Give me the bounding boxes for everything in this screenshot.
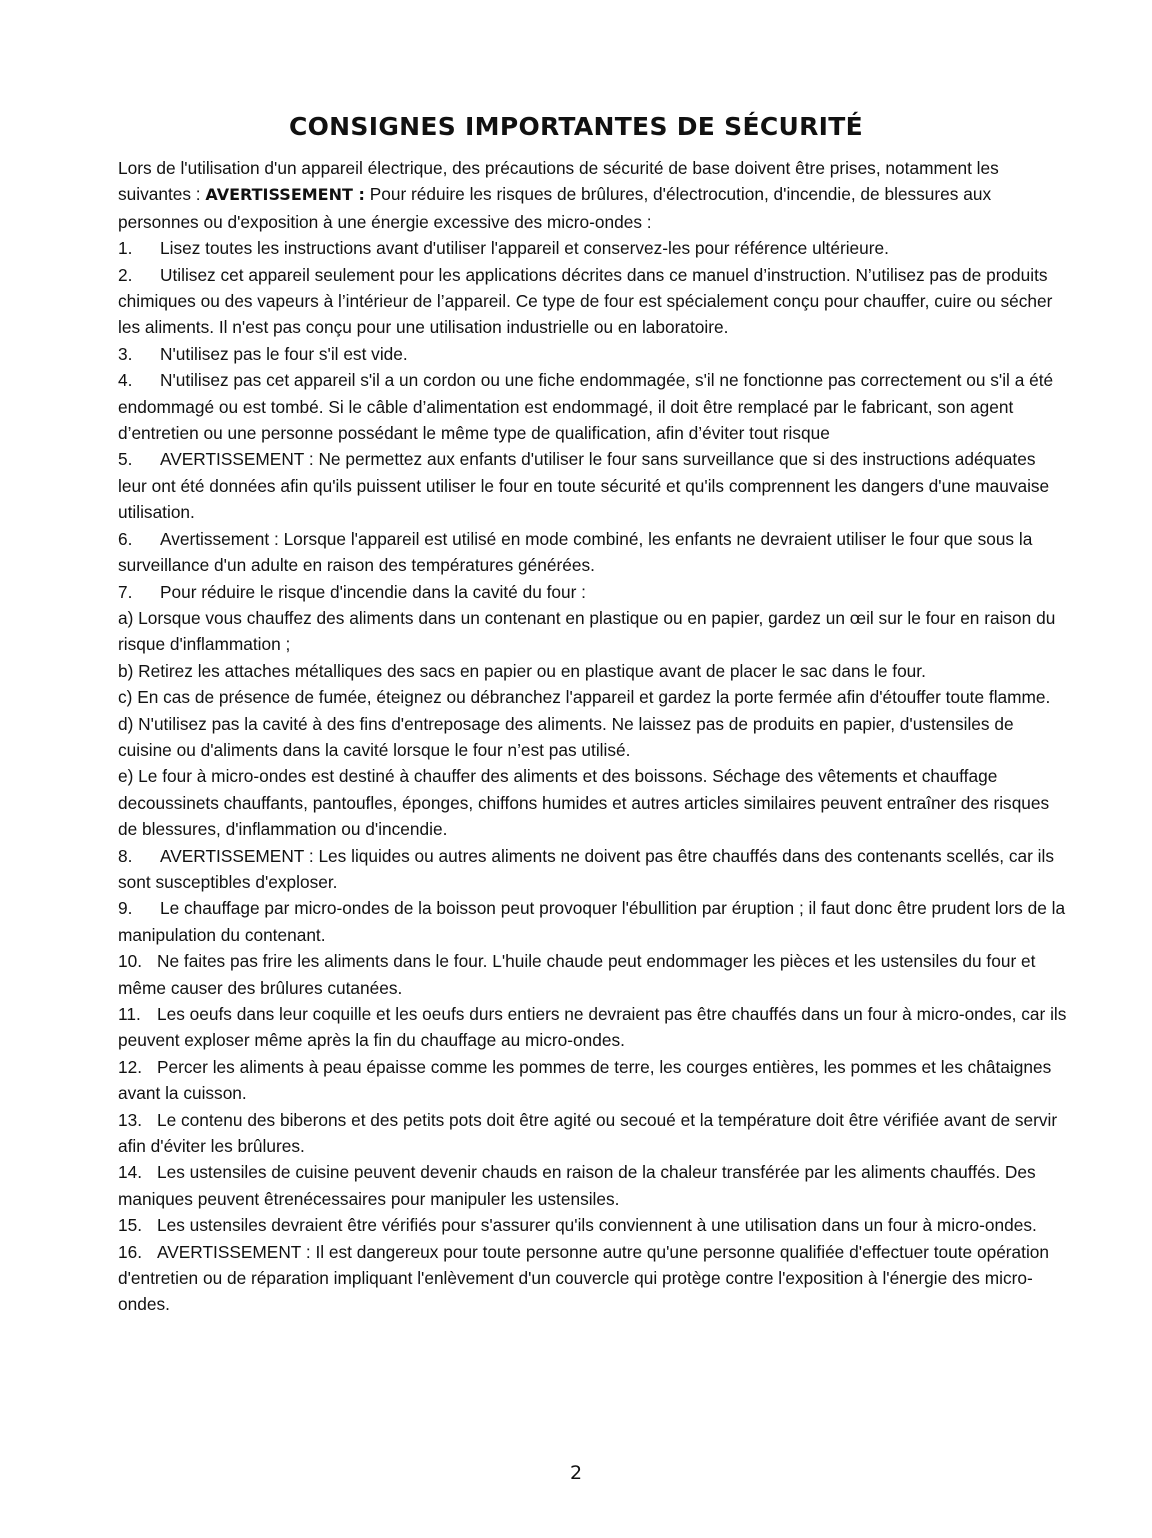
item-text: N'utilisez pas le four s'il est vide. bbox=[160, 343, 408, 364]
list-item bbox=[118, 341, 1068, 367]
item-number: 6. bbox=[118, 528, 133, 549]
list-item bbox=[118, 895, 1068, 948]
sub-item: b) Retirez les attaches métalliques des sacs en papier ou en plastique avant de placer le sac dans le four. bbox=[118, 660, 926, 681]
safety-instructions bbox=[118, 155, 1068, 1318]
item-number: 14. bbox=[118, 1162, 143, 1183]
list-item bbox=[118, 1054, 1068, 1107]
item-number: 9. bbox=[118, 898, 133, 919]
list-item bbox=[118, 235, 1068, 261]
sub-item: c) En cas de présence de fumée, éteignez ou débranchez l'appareil et gardez la porte fermée afin d'étouffer toute flamme. bbox=[118, 687, 1051, 708]
item-number: 11. bbox=[118, 1004, 141, 1024]
item-number: 12. bbox=[118, 1056, 143, 1077]
item-text: Les ustensiles devraient être vérifiés pour s'assurer qu'ils conviennent à une utilisation dans un four à micro-ondes. bbox=[157, 1215, 1037, 1236]
item-number: 15. bbox=[118, 1215, 143, 1236]
item-number: 16. bbox=[118, 1241, 143, 1262]
item-number: 1. bbox=[118, 238, 133, 259]
list-item bbox=[118, 1159, 1068, 1212]
list-item bbox=[118, 948, 1068, 1001]
sub-item: a) Lorsque vous chauffez des aliments dans un contenant en plastique ou en papier, gardez un œil sur le four en raison du risque d'inflammation ; bbox=[118, 607, 1056, 655]
sub-item: e) Le four à micro-ondes est destiné à chauffer des aliments et des boissons. Séchage des vêtements et chauffage decoussinets chauffants, pantoufles, éponges, chiffons humides et autres articles similaires peuvent entraîner des risques de blessures, d'inflammation ou d'incendie. bbox=[118, 766, 1050, 840]
list-item bbox=[118, 262, 1068, 341]
item-number: 5. bbox=[118, 449, 133, 470]
list-item bbox=[118, 367, 1068, 446]
item-number: 7. bbox=[118, 581, 133, 602]
intro-paragraph bbox=[118, 155, 1068, 235]
intro-text: Lors de l'utilisation d'un appareil électrique, des précautions de sécurité de base doivent être prises, notamment les suivantes : bbox=[118, 158, 999, 205]
page-number: 2 bbox=[569, 1462, 583, 1484]
list-item bbox=[118, 843, 1068, 896]
item-text: Les ustensiles de cuisine peuvent devenir chauds en raison de la chaleur transférée par les aliments chauffés. Des maniques peuvent êtrenécessaires pour manipuler les ustensiles. bbox=[118, 1162, 1036, 1209]
list-item bbox=[118, 579, 1068, 605]
item-number: 4. bbox=[118, 370, 133, 391]
item-text: AVERTISSEMENT : Ne permettez aux enfants d'utiliser le four sans surveillance que si des instructions adéquates leur ont été données afin qu'ils puissent utiliser le four en toute sécurité et qu'ils comprennent les dangers d'une mauvaise utilisation. bbox=[118, 449, 1050, 523]
intro-text-continued: Pour réduire les risques de brûlures, d'électrocution, d'incendie, de blessures aux personnes ou d'exposition à une énergie excessive des micro-ondes : bbox=[118, 184, 992, 232]
item-text: Pour réduire le risque d'incendie dans la cavité du four : bbox=[160, 581, 586, 602]
item-text: Le contenu des biberons et des petits pots doit être agité ou secoué et la température doit être vérifiée avant de servir afin d'éviter les brûlures. bbox=[118, 1109, 1058, 1157]
item-number: 2. bbox=[118, 264, 133, 285]
item-text: Lisez toutes les instructions avant d'utiliser l'appareil et conservez-les pour référence ultérieure. bbox=[160, 238, 889, 259]
item-number: 3. bbox=[118, 343, 133, 364]
item-text: Avertissement : Lorsque l'appareil est utilisé en mode combiné, les enfants ne devraient utiliser le four que sous la surveillance d'un adulte en raison des températures générées. bbox=[118, 528, 1033, 576]
item-text: N'utilisez pas cet appareil s'il a un cordon ou une fiche endommagée, s'il ne fonctionne pas correctement ou s'il a été endommagé ou est tombé. Si le câble d’alimentation est endommagé, il doit être remplacé par le fabricant, son agent d’entretien ou une personne possédant le même type de qualification, afin d’éviter tout risque bbox=[118, 370, 1054, 444]
warning-label: AVERTISSEMENT : bbox=[205, 185, 365, 205]
item-number: 13. bbox=[118, 1109, 143, 1130]
item-number: 10. bbox=[118, 951, 143, 972]
item-text: AVERTISSEMENT : Il est dangereux pour toute personne autre qu'une personne qualifiée d'effectuer toute opération d'entretien ou de réparation impliquant l'enlèvement d'un couvercle qui protège contre l'exposition à l'énergie des micro-ondes. bbox=[118, 1241, 1050, 1315]
item-text: AVERTISSEMENT : Les liquides ou autres aliments ne doivent pas être chauffés dans des contenants scellés, car ils sont susceptibles d'exploser. bbox=[118, 845, 1054, 892]
list-item bbox=[118, 1212, 1068, 1238]
list-item bbox=[118, 526, 1068, 579]
page-title: CONSIGNES IMPORTANTES DE SÉCURITÉ bbox=[288, 112, 863, 141]
item-text: Les oeufs dans leur coquille et les oeufs durs entiers ne devraient pas être chauffés dans un four à micro-ondes, car ils peuvent exploser même après la fin du chauffage au micro-ondes. bbox=[118, 1004, 1067, 1051]
list-item bbox=[118, 446, 1068, 525]
item-text: Le chauffage par micro-ondes de la boisson peut provoquer l'ébullition par éruption ; il faut donc être prudent lors de la manipulation du contenant. bbox=[118, 898, 1066, 945]
item-number: 8. bbox=[118, 845, 133, 866]
list-item bbox=[118, 1001, 1068, 1054]
sub-item: d) N'utilisez pas la cavité à des fins d'entreposage des aliments. Ne laissez pas de produits en papier, d'ustensiles de cuisine ou d'aliments dans la cavité lorsque le four n’est pas utilisé. bbox=[118, 713, 1014, 760]
item-text: Utilisez cet appareil seulement pour les applications décrites dans ce manuel d’instruction. N’utilisez pas de produits chimiques ou des vapeurs à l’intérieur de l’appareil. Ce type de four est spécialement conçu pour chauffer, cuire ou sécher les aliments. Il n'est pas conçu pour une utilisation industrielle ou en laboratoire. bbox=[118, 264, 1053, 338]
list-item bbox=[118, 1107, 1068, 1160]
item-text: Ne faites pas frire les aliments dans le four. L'huile chaude peut endommager les pièces et les ustensiles du four et même causer des brûlures cutanées. bbox=[118, 951, 1036, 998]
item-text: Percer les aliments à peau épaisse comme les pommes de terre, les courges entières, les pommes et les châtaignes avant la cuisson. bbox=[118, 1056, 1052, 1104]
list-item bbox=[118, 1239, 1068, 1318]
